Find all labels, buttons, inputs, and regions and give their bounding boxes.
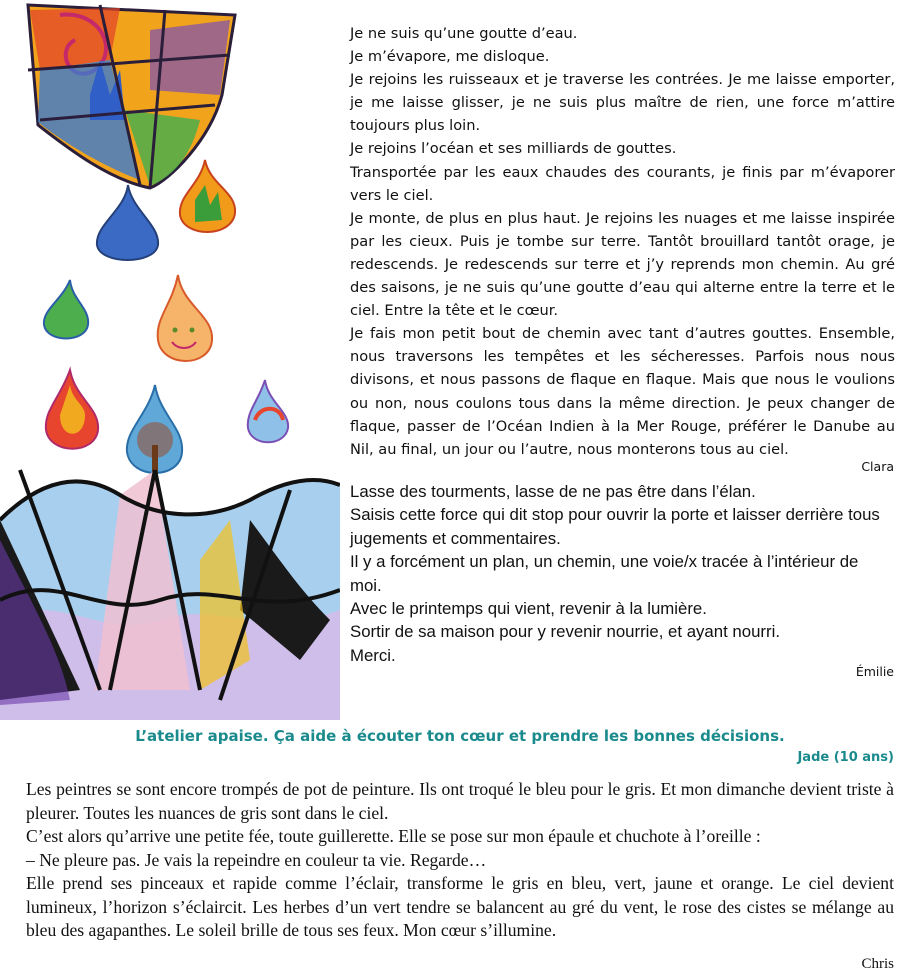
tree-drop-drawing bbox=[127, 385, 182, 475]
blue-drop-drawing bbox=[97, 185, 158, 260]
clara-signature: Clara bbox=[861, 459, 894, 474]
chris-line: C’est alors qu’arrive une petite fée, toute guillerette. Elle se pose sur mon épaule et chuchote à l’oreille : bbox=[26, 826, 761, 846]
emilie-line: Sortir de sa maison pour y revenir nourrie, et ayant nourri. bbox=[350, 622, 780, 642]
wave-stained-glass-drawing bbox=[0, 470, 340, 720]
jade-quote: L’atelier apaise. Ça aide à écouter ton cœur et prendre les bonnes décisions. bbox=[135, 727, 785, 745]
clara-line: Je rejoins l’océan et ses milliards de gouttes. bbox=[350, 140, 677, 158]
chris-text bbox=[26, 778, 894, 943]
clara-line: Je ne suis qu’une goutte d’eau. bbox=[350, 25, 578, 42]
green-drop-drawing bbox=[44, 280, 88, 339]
drawing-illustration bbox=[0, 0, 340, 720]
clara-line: Je fais mon petit bout de chemin avec tant d’autres gouttes. Ensemble, nous traversons les tempêtes et les sécheresses. Parfois nous nous divisons, et nous passons de flaque en flaque. Mais que nous le voulions ou non, nous coulons tous dans la même direction. Je peux changer de flaque, passer de l’Océan Indien à la Mer Rouge, préférer le Danube au Nil, au final, un jour ou l’autre, nous monterons tous au ciel. bbox=[350, 325, 895, 458]
chris-signature: Chris bbox=[861, 956, 894, 972]
clara-line: Je rejoins les ruisseaux et je traverse les contrées. Je me laisse emporter, je me laisse glisser, je ne suis plus maître de rien, une force m’attire toujours plus loin. bbox=[350, 71, 895, 135]
emilie-line: Lasse des tourments, lasse de ne pas être dans l’élan. bbox=[350, 482, 756, 501]
clara-line: Transportée par les eaux chaudes des courants, je finis par m’évaporer vers le ciel. bbox=[350, 163, 895, 204]
emilie-signature: Émilie bbox=[855, 664, 894, 679]
clara-line: Je m’évapore, me disloque. bbox=[350, 48, 550, 66]
emilie-line: Merci. bbox=[350, 645, 396, 665]
small-rainbow-drop-drawing bbox=[248, 380, 288, 442]
chris-line: Elle prend ses pinceaux et rapide comme l’éclair, transforme le gris en bleu, vert, jaune et orange. Le ciel devient lumineux, l’horizon s’éclaircit. Les herbes d’un vert tendre se balancent au gré du vent, le rose des cistes se mélange au bleu des agapanthes. Le soleil brille de tous ses feux. Mon cœur s’illumine. bbox=[26, 873, 894, 940]
chris-line: – Ne pleure pas. Je vais la repeindre en couleur ta vie. Regarde… bbox=[26, 849, 487, 870]
emilie-line: Avec le printemps qui vient, revenir à la lumière. bbox=[350, 599, 707, 619]
emilie-poem bbox=[350, 480, 890, 667]
emilie-line: Saisis cette force qui dit stop pour ouvrir la porte et laisser derrière tous jugements et commentaires. bbox=[350, 505, 880, 548]
clara-line: Je monte, de plus en plus haut. Je rejoins les nuages et me laisse inspirée par les cieux. Puis je tombe sur terre. Tantôt brouillard tantôt orage, je redescends. Je redescends sur terre et j’y reprends mon chemin. Au gré des saisons, je ne suis qu’une goutte d’eau qui alterne entre la terre et le ciel. Entre la tête et le cœur. bbox=[350, 209, 895, 320]
jade-signature: Jade (10 ans) bbox=[797, 750, 894, 765]
emilie-line: Il y a forcément un plan, un chemin, une voie/x tracée à l’intérieur de moi. bbox=[350, 552, 859, 595]
clara-poem bbox=[350, 22, 895, 461]
smiling-drop-drawing bbox=[158, 275, 212, 361]
chris-line: Les peintres se sont encore trompés de pot de peinture. Ils ont troqué le bleu pour le gris. Et mon dimanche devient triste à pleurer. Toutes les nuances de gris sont dans le ciel. bbox=[26, 779, 894, 823]
